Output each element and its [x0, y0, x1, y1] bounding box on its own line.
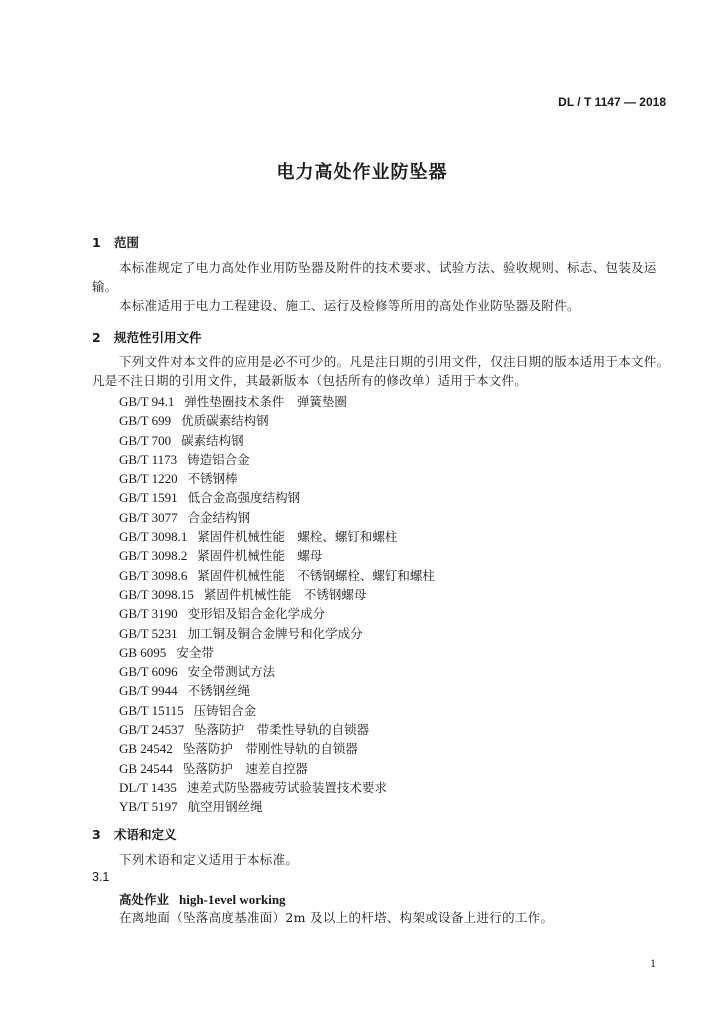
reference-code: GB/T 1591: [119, 490, 178, 506]
section-number: 1: [92, 235, 101, 250]
page-number: 1: [650, 956, 656, 970]
reference-code: GB/T 6096: [119, 664, 178, 680]
section-1-heading: [92, 233, 139, 251]
reference-title: 合金结构钢: [187, 509, 251, 525]
reference-code: GB/T 3098.15: [119, 586, 194, 602]
document-title: 电力高处作业防坠器: [276, 162, 448, 183]
reference-item: [119, 624, 435, 643]
reference-title: 紧固件机械性能 不锈钢螺母: [203, 586, 367, 602]
reference-code: GB/T 94.1: [119, 394, 175, 409]
reference-code: GB/T 5231: [119, 625, 178, 641]
reference-item: [119, 797, 435, 816]
reference-item: [119, 759, 435, 778]
section-number: 2: [92, 330, 101, 345]
reference-code: GB/T 3190: [119, 606, 178, 622]
reference-item: [119, 566, 435, 585]
reference-title: 不锈钢棒: [187, 471, 238, 487]
reference-item: [119, 720, 435, 739]
reference-code: GB/T 3098.6: [119, 567, 188, 583]
terms-intro: 下列术语和定义适用于本标准。: [119, 852, 299, 867]
reference-title: 碳素结构钢: [181, 432, 244, 448]
reference-title: 紧固件机械性能 不锈钢螺栓、螺钉和螺柱: [197, 567, 435, 583]
reference-title: 优质碳素结构钢: [181, 413, 269, 429]
section-title: 规范性引用文件: [114, 330, 202, 345]
reference-title: 安全带: [176, 644, 214, 660]
reference-item: [119, 546, 435, 565]
reference-title: 弹性垫圈技术条件 弹簧垫圈: [184, 394, 347, 409]
references-intro: 下列文件对本文件的应用是必不可少的。凡是注日期的引用文件，仅注日期的版本适用于本文件。凡是不注日期的引用文件，其最新版本（包括所有的修改单）适用于本文件。: [92, 354, 670, 388]
reference-code: GB 6095: [119, 644, 167, 660]
reference-code: GB 24544: [119, 760, 173, 776]
reference-code: GB 24542: [119, 741, 173, 757]
term-english: high-1evel working: [179, 892, 286, 907]
reference-item: [119, 585, 435, 604]
scope-paragraph-1: 本标准规定了电力高处作业用防坠器及附件的技术要求、试验方法、验收规则、标志、包装及运输。: [92, 260, 657, 294]
reference-title: 变形铝及铝合金化学成分: [187, 606, 326, 622]
reference-code: GB/T 699: [119, 413, 172, 429]
section-title: 术语和定义: [114, 827, 177, 842]
reference-item: [119, 527, 435, 546]
normative-reference-list: [119, 392, 435, 817]
reference-item: [119, 739, 435, 758]
reference-title: 铸造铝合金: [187, 451, 250, 467]
reference-title: 坠落防护 速差自控器: [182, 760, 308, 776]
reference-code: GB/T 1220: [119, 471, 178, 487]
term-chinese: 高处作业: [119, 892, 170, 907]
reference-title: 航空用钢丝绳: [187, 799, 263, 815]
reference-title: 紧固件机械性能 螺母: [197, 548, 323, 564]
reference-item: [119, 681, 435, 700]
reference-code: GB/T 3077: [119, 509, 178, 525]
reference-code: YB/T 5197: [119, 799, 178, 815]
reference-code: GB/T 15115: [119, 702, 184, 718]
reference-item: [119, 450, 435, 469]
reference-code: GB/T 1173: [119, 451, 178, 467]
scope-paragraph-2: 本标准适用于电力工程建设、施工、运行及检修等所用的高处作业防坠器及附件。: [119, 298, 580, 313]
reference-title: 不锈钢丝绳: [187, 683, 251, 699]
reference-item: [119, 431, 435, 450]
reference-title: 紧固件机械性能 螺栓、螺钉和螺柱: [197, 529, 398, 545]
section-3-heading: [92, 825, 177, 843]
reference-item: [119, 778, 435, 797]
reference-title: 加工铜及铜合金牌号和化学成分: [187, 625, 363, 641]
reference-title: 坠落防护 带柔性导轨的自锁器: [194, 722, 370, 738]
section-number: 3: [92, 827, 101, 842]
reference-code: GB/T 24537: [119, 722, 185, 738]
standard-code: DL / T 1147 — 2018: [558, 95, 666, 109]
term-entry: [119, 890, 286, 908]
reference-item: [119, 469, 435, 488]
reference-code: DL/T 1435: [119, 779, 177, 795]
reference-item: [119, 643, 435, 662]
reference-title: 低合金高强度结构钢: [187, 490, 301, 506]
section-2-heading: [92, 328, 202, 346]
reference-code: GB/T 700: [119, 432, 172, 448]
reference-item: [119, 662, 435, 681]
reference-item: [119, 604, 435, 623]
reference-item: [119, 392, 435, 411]
reference-title: 速差式防坠器疲劳试验装置技术要求: [186, 779, 387, 795]
reference-title: 坠落防护 带刚性导轨的自锁器: [182, 741, 358, 757]
reference-code: GB/T 3098.1: [119, 529, 188, 545]
reference-item: [119, 411, 435, 430]
reference-item: [119, 701, 435, 720]
reference-title: 压铸铝合金: [193, 702, 257, 718]
term-definition: 在离地面（坠落高度基准面）2m 及以上的杆塔、构架或设备上进行的工作。: [119, 910, 554, 925]
reference-code: GB/T 9944: [119, 683, 178, 699]
reference-title: 安全带测试方法: [187, 664, 276, 680]
section-title: 范围: [114, 235, 140, 250]
clause-number: 3.1: [92, 870, 110, 884]
reference-item: [119, 508, 435, 527]
reference-item: [119, 488, 435, 507]
reference-code: GB/T 3098.2: [119, 548, 188, 564]
